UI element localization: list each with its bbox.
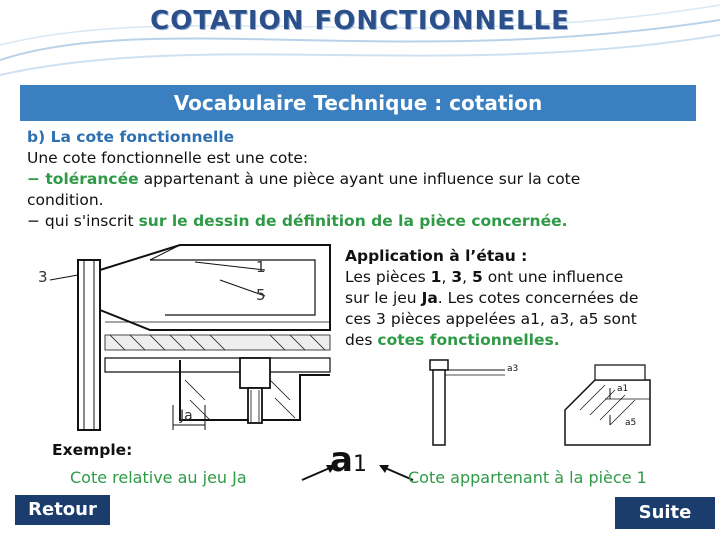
section-heading-text: b) La cote fonctionnelle — [27, 128, 235, 146]
label-a3: a3 — [507, 364, 519, 374]
center-symbol-letter: a — [330, 440, 353, 480]
label-ja: Ja — [180, 408, 193, 424]
section-banner: Vocabulaire Technique : cotation — [20, 85, 696, 121]
application-title: Application à l’étau : — [345, 247, 528, 265]
back-button[interactable]: Retour — [15, 495, 110, 525]
vise-assembly-drawing — [30, 240, 335, 440]
label-a1: a1 — [617, 384, 629, 394]
next-button[interactable]: Suite — [615, 497, 715, 529]
piece-detail-drawings — [405, 355, 705, 450]
bullet-1 — [27, 169, 707, 190]
label-a5: a5 — [625, 418, 637, 428]
example-label: Exemple: — [52, 441, 133, 459]
application-line-2: sur le jeu Ja. Les cotes concernées de — [345, 289, 639, 307]
bullet-2 — [27, 211, 707, 232]
bullet-2-dash: − qui s'inscrit — [27, 212, 139, 230]
bullet-1-rest: appartenant à une pièce ayant une influence sur la cote — [138, 170, 581, 188]
bullet-1-continuation: condition. — [27, 191, 104, 209]
bullet-2-highlight: sur le dessin de définition de la pièce concernée. — [138, 212, 568, 230]
intro-line: Une cote fonctionnelle est une cote: — [27, 149, 309, 167]
page-title: COTATION FONCTIONNELLE — [150, 6, 570, 36]
definition-block — [27, 127, 707, 232]
label-piece-5: 5 — [256, 286, 266, 304]
bullet-1-highlight: tolérancée — [45, 170, 139, 188]
application-line-3: ces 3 pièces appelées a1, a3, a5 sont — [345, 310, 637, 328]
center-symbol-sub: 1 — [352, 452, 367, 477]
application-line-4: des cotes fonctionnelles. — [345, 331, 560, 349]
application-block — [345, 246, 705, 351]
section-heading — [27, 127, 707, 148]
application-line-1: Les pièces 1, 3, 5 ont une influence — [345, 268, 624, 286]
bullet-1-dash: − — [27, 170, 46, 188]
label-piece-1: 1 — [256, 258, 266, 276]
label-piece-3: 3 — [38, 268, 48, 286]
left-caption: Cote relative au jeu Ja — [70, 468, 247, 487]
right-caption: Cote appartenant à la pièce 1 — [408, 468, 647, 487]
center-symbol — [330, 440, 367, 480]
